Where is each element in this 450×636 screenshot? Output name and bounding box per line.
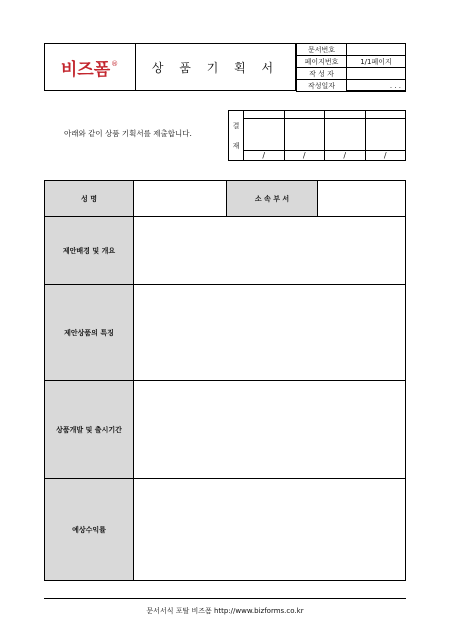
meta-key: 페이지번호 <box>297 56 347 68</box>
approval-label-bottom: 재 <box>232 141 240 150</box>
approval-title-cell[interactable] <box>244 111 285 119</box>
approval-date-cell[interactable]: / <box>284 151 325 161</box>
meta-key: 작성일자 <box>297 80 347 92</box>
section-content-field[interactable] <box>134 381 406 479</box>
intro-text: 아래와 같이 상품 기획서를 제출합니다. <box>64 129 192 138</box>
meta-row <box>297 56 406 68</box>
approval-sign-cell[interactable] <box>365 119 406 151</box>
meta-row <box>297 68 406 80</box>
approval-date-cell[interactable]: / <box>244 151 285 161</box>
approval-title-cell[interactable] <box>284 111 325 119</box>
section-content-field[interactable] <box>134 285 406 381</box>
approval-title-cell[interactable] <box>365 111 406 119</box>
meta-value[interactable]: . . . <box>347 80 406 92</box>
name-label: 성 명 <box>45 181 134 217</box>
document-title: 상 품 기 획 서 <box>136 43 296 91</box>
logo-text: 비즈폼 <box>60 59 111 80</box>
meta-key: 작 성 자 <box>297 68 347 80</box>
approval-table <box>228 110 406 161</box>
bizforms-logo <box>44 43 136 91</box>
dept-field[interactable] <box>318 181 406 217</box>
meta-key: 문서번호 <box>297 44 347 56</box>
meta-value[interactable] <box>347 44 406 56</box>
proposal-form-table <box>44 180 406 581</box>
dept-label: 소 속 부 서 <box>227 181 318 217</box>
approval-label-top: 결 <box>232 121 240 130</box>
approval-sign-cell[interactable] <box>244 119 285 151</box>
section-content-field[interactable] <box>134 479 406 581</box>
document-meta-table <box>296 43 406 92</box>
approval-sign-cell[interactable] <box>284 119 325 151</box>
name-field[interactable] <box>134 181 227 217</box>
approval-sign-cell[interactable] <box>325 119 366 151</box>
section-label: 제안상품의 특징 <box>45 285 134 381</box>
approval-title-cell[interactable] <box>325 111 366 119</box>
registered-mark: ® <box>111 60 119 68</box>
section-content-field[interactable] <box>134 217 406 285</box>
section-label: 예상수익률 <box>45 479 134 581</box>
approval-date-cell[interactable]: / <box>325 151 366 161</box>
approval-label-cell <box>229 111 244 161</box>
section-label: 제안배경 및 개요 <box>45 217 134 285</box>
footer-text: 문서서식 포탈 비즈폼 http://www.bizforms.co.kr <box>146 607 304 615</box>
meta-value[interactable] <box>347 68 406 80</box>
meta-row <box>297 80 406 92</box>
footer-divider <box>44 598 406 599</box>
meta-value[interactable]: 1/1페이지 <box>347 56 406 68</box>
approval-date-cell[interactable]: / <box>365 151 406 161</box>
meta-row <box>297 44 406 56</box>
section-label: 상품개발 및 출시기간 <box>45 381 134 479</box>
